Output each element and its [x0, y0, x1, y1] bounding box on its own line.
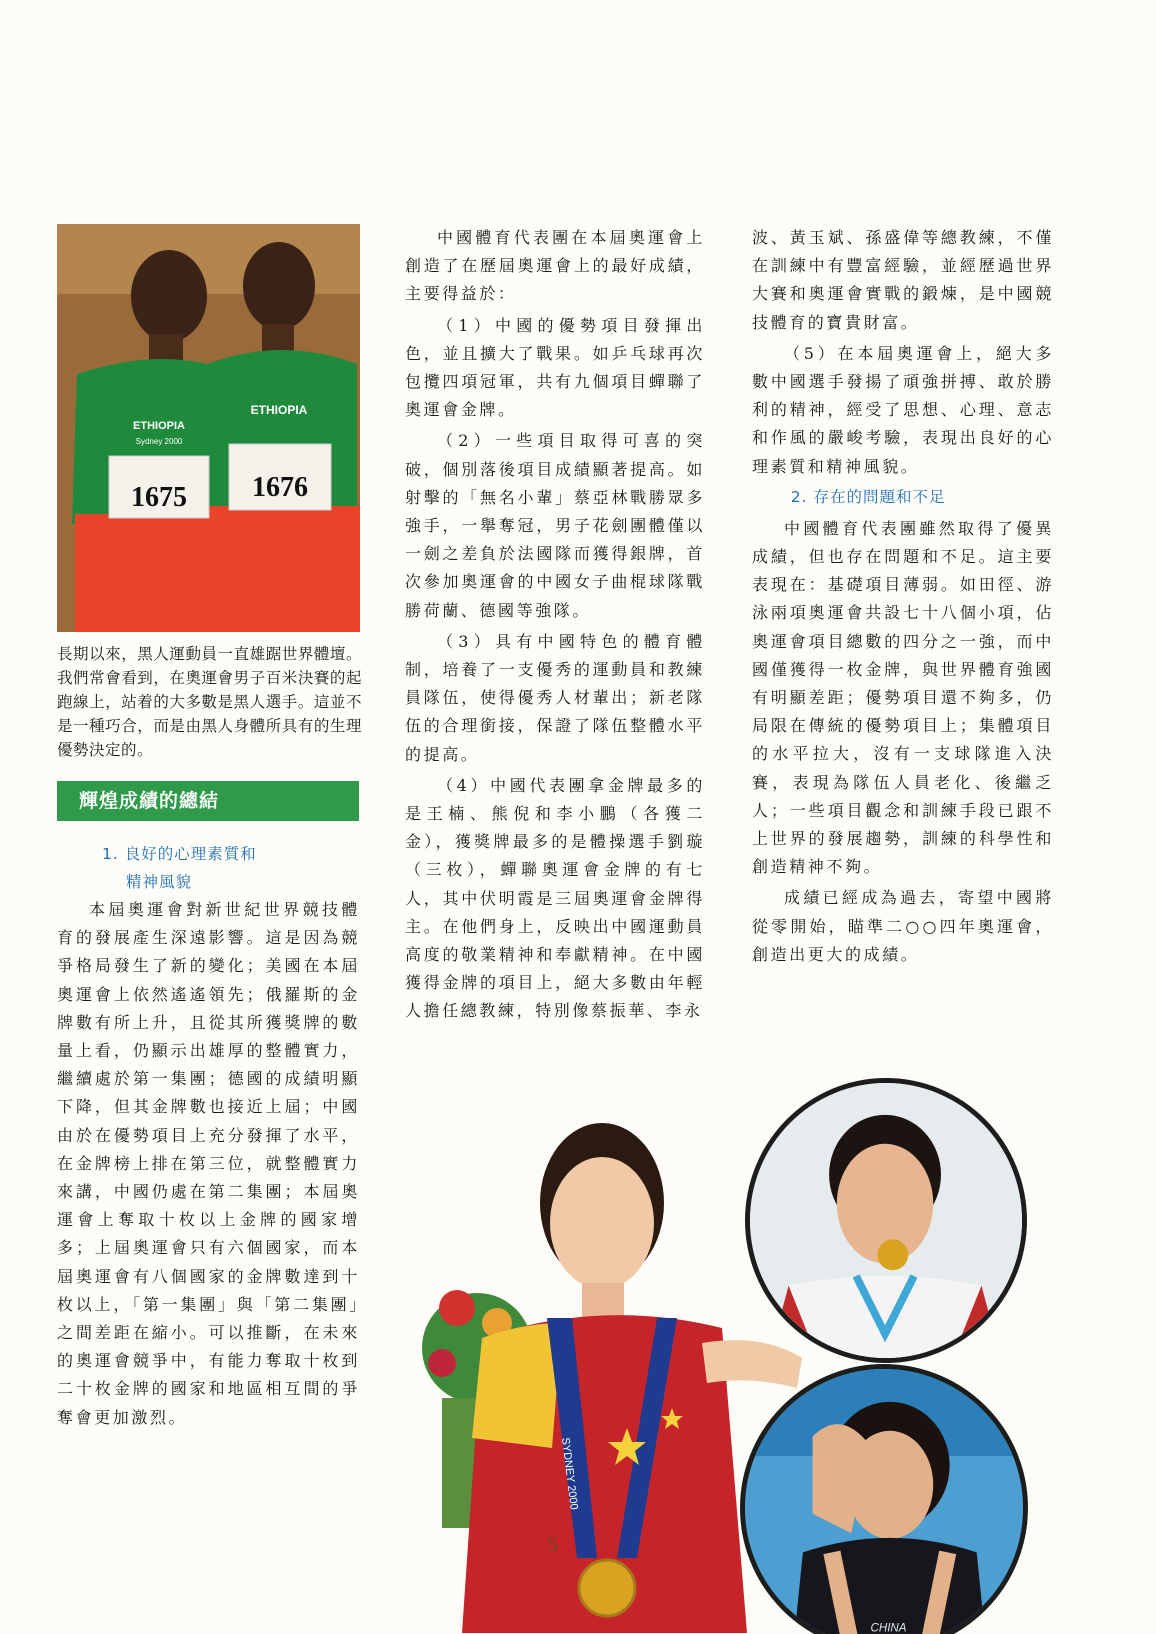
section-title: 輝煌成績的總結 [57, 781, 359, 821]
paragraph: 成績已經成為過去，寄望中國將從零開始，瞄準二○○四年奧運會，創造出更大的成績。 [752, 888, 1054, 964]
subheading-1-line1: 1. 良好的心理素質和 [102, 845, 257, 863]
page-number: 5 [547, 1535, 559, 1556]
paragraph: 中國體育代表團在本屆奧運會上創造了在歷屆奧運會上的最好成績，主要得益於： [405, 228, 705, 304]
games-mark: Sydney 2000 [135, 437, 183, 446]
column-right [752, 224, 1054, 969]
paragraph: （3）具有中國特色的體育體制，培養了一支優秀的運動員和教練員隊伍，使得優秀人材輩出；新老隊伍的合理銜接，保證了隊伍整體水平的提高。 [405, 631, 705, 764]
diver-photo [745, 1078, 1027, 1363]
bib-number-left: 1675 [131, 482, 187, 513]
jersey-text-right: ETHIOPIA [250, 403, 308, 417]
medal-ribbon-text: SYDNEY 2000 [559, 1436, 580, 1511]
jersey-text-left: ETHIOPIA [133, 420, 185, 432]
swimsuit-text: CHINA [870, 1622, 907, 1634]
subheading-2: 2. 存在的問題和不足 [790, 487, 946, 506]
column-left [57, 896, 360, 1432]
subheading-1 [102, 840, 342, 896]
subheading-1-line2: 精神風貌 [126, 873, 193, 891]
paragraph: （4）中國代表團拿金牌最多的是王楠、熊倪和李小鵬（各獲二金），獲獎牌最多的是體操選手劉璇（三枚），蟬聯奧運會金牌的有七人，其中伏明霞是三屆奧運會金牌得主。在他們身上，反映出中國運動員高度的敬業精神和奉獻精神。在中國獲得金牌的項目上，絕大多數由年輕人擔任總教練，特別像蔡振華、李永 [405, 775, 705, 1021]
bib-number-right: 1676 [252, 472, 308, 503]
paragraph: （2）一些項目取得可喜的突破，個別落後項目成績顯著提高。如射擊的「無名小輩」蔡亞林戰勝眾多強手，一舉奪冠，男子花劍團體僅以一劍之差負於法國隊而獲得銀牌，首次參加奧運會的中國女子曲棍球隊戰勝荷蘭、德國等強隊。 [405, 431, 705, 620]
paragraph: 波、黃玉斌、孫盛偉等總教練，不僅在訓練中有豐富經驗，並經歷過世界大賽和奧運會實戰的鍛煉，是中國競技體育的寶貴財富。 [752, 228, 1054, 332]
runners-photo [57, 224, 360, 632]
paragraph: 中國體育代表團雖然取得了優異成績，但也存在問題和不足。這主要表現在：基礎項目薄弱。如田徑、游泳兩項奧運會共設七十八個小項，佔奧運會項目總數的四分之一強，而中國僅獲得一枚金牌，與世界體育強國有明顯差距；優勢項目還不夠多，仍局限在傳統的優勢項目上；集體項目的水平拉大，沒有一支球隊進入決賽，表現為隊伍人員老化、後繼乏人；一些項目觀念和訓練手段已跟不上世界的發展趨勢，訓練的科學性和創造精神不夠。 [752, 518, 1054, 877]
photo-caption: 長期以來，黑人運動員一直雄踞世界體壇。我們常會看到，在奧運會男子百米決賽的起跑線上，站着的大多數是黑人選手。這並不是一種巧合，而是由黑人身體所具有的生理優勢決定的。 [57, 645, 362, 759]
swimmer-photo [740, 1364, 1028, 1634]
column-middle [405, 224, 705, 1026]
paragraph: （5）在本屆奧運會上，絕大多數中國選手發揚了頑強拼搏、敢於勝利的精神，經受了思想、心理、意志和作風的嚴峻考驗，表現出良好的心理素質和精神風貌。 [752, 343, 1054, 476]
paragraph: 本屆奧運會對新世紀世界競技體育的發展產生深遠影響。這是因為競爭格局發生了新的變化；美國在本屆奧運會上依然遙遙領先；俄羅斯的金牌數有所上升，且從其所獲獎牌的數量上看，仍顯示出雄厚的整體實力，繼續處於第一集團；德國的成績明顯下降，但其金牌數也接近上屆；中國由於在優勢項目上充分發揮了水平，在金牌榜上排在第三位，就整體實力來講，中國仍處在第二集團；本屆奧運會上奪取十枚以上金牌的國家增多；上屆奧運會只有六個國家，而本屆奧運會有八個國家的金牌數達到十枚以上，「第一集團」與「第二集團」之間差距在縮小。可以推斷，在未來的奧運會競爭中，有能力奪取十枚到二十枚金牌的國家和地區相互間的爭奪會更加激烈。 [57, 900, 360, 1427]
paragraph: （1）中國的優勢項目發揮出色，並且擴大了戰果。如乒乓球再次包攬四項冠軍，共有九個項目蟬聯了奧運會金牌。 [405, 315, 705, 420]
